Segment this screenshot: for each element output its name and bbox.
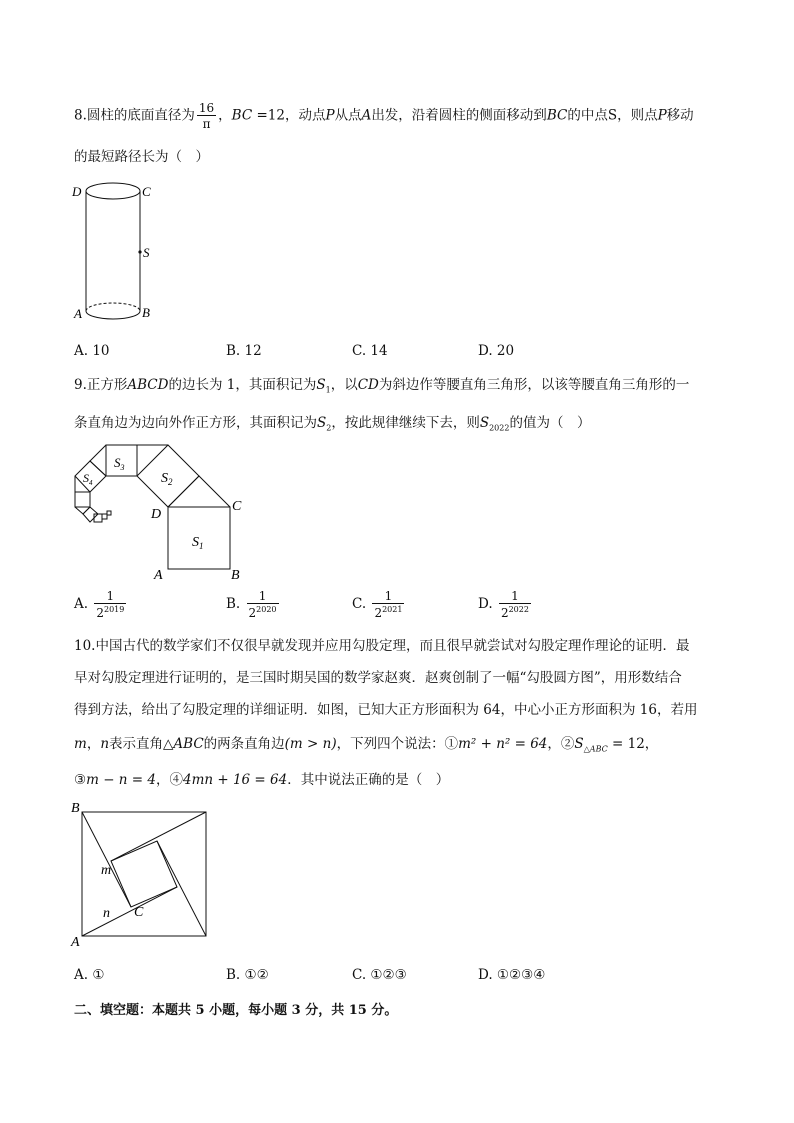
q8-line1 (74, 102, 694, 130)
q9-text-b: 的边长为 1，其面积记为 (168, 377, 317, 393)
q10-s-sub: △ABC (583, 744, 608, 754)
triangle-3 (90, 445, 106, 476)
q8-a1: A (361, 107, 372, 124)
q8-line2: 的最短路径长为（ ） (74, 149, 209, 165)
label-a: A (74, 306, 82, 321)
hyp-1 (82, 812, 131, 907)
q10-eq1: m² + n² = 64 (458, 736, 548, 752)
q8-text-a: 8.圆柱的底面直径为 (74, 107, 195, 124)
q10-s-val: = 12 (607, 736, 645, 752)
q10-text-e: 的两条直角边 (203, 736, 285, 752)
q10-eq3: m − n = 4 (86, 772, 156, 788)
q9-option-b[interactable] (226, 590, 281, 619)
q8-frac-num: 16 (198, 101, 215, 115)
label-b: B (142, 305, 150, 320)
square-s4 (75, 461, 106, 492)
q8-bc-val: =12，动点 (252, 107, 326, 124)
label-s4: $S_4$ (83, 471, 93, 487)
q10-option-d[interactable]: D. ①②③④ (478, 967, 546, 983)
q10-comma2: ， (644, 736, 659, 752)
square-s8 (102, 514, 107, 519)
q10-comma1: ， (86, 736, 101, 752)
q9-abcd: ABCD (127, 377, 169, 393)
q10-condition: (m > n) (284, 736, 337, 752)
q8-fraction (197, 102, 216, 130)
q9-text-c: ，以 (330, 377, 358, 393)
q9-text-d: 为斜边作等腰直角三角形，以该等腰直角三角形的一 (378, 377, 690, 393)
q10-text-f: ，下列四个说法：① (336, 736, 459, 752)
label-s: S (143, 245, 150, 260)
q9-s2022-sub: 2022 (489, 423, 510, 433)
q10-zhao-shuang-figure (68, 798, 214, 948)
q9-opt-b-frac: $\frac{1}{2^{2020}}$ (248, 589, 277, 620)
q10-eq4: 4mn + 16 = 64 (182, 772, 288, 788)
label-c: C (232, 499, 242, 514)
label-b: B (231, 568, 240, 583)
q10-line1: 10.中国古代的数学家们不仅很早就发现并应用勾股定理，而且很早就尝试对勾股定理作理论的证明．最 (74, 638, 690, 654)
q8-option-d[interactable]: D. 20 (478, 343, 515, 359)
q9-opt-a-frac: $\frac{1}{2^{2019}}$ (96, 589, 125, 620)
label-a: A (154, 568, 163, 583)
point-s (138, 250, 141, 253)
q10-option-b[interactable]: B. ①② (226, 967, 269, 983)
q9-option-c[interactable] (352, 590, 406, 619)
q10-line5 (74, 768, 449, 788)
q10-text-c: ．其中说法正确的是（ ） (287, 772, 450, 788)
q8-bc: BC (231, 107, 253, 124)
inner-square (111, 841, 177, 907)
q9-spiral-squares-figure (66, 440, 256, 585)
q8-text-g: 移动 (666, 107, 694, 124)
hyp-4 (111, 812, 206, 861)
triangle-5 (75, 492, 90, 514)
q9-s2-sub: 2 (326, 423, 332, 433)
label-s3: $S_3$ (114, 455, 125, 472)
q8-bc2: BC (546, 107, 568, 124)
q9-option-a[interactable] (74, 590, 128, 619)
q9-s1-sub: 1 (325, 385, 331, 395)
triangle-dc (168, 476, 230, 507)
q10-s-sym: S (574, 736, 584, 752)
square-s9 (107, 511, 111, 515)
q10-item4: ，④ (155, 772, 183, 788)
q10-line2: 早对勾股定理进行证明的，是三国时期吴国的数学家赵爽．赵爽创制了一幅“勾股圆方图”，用形数结合 (74, 670, 682, 686)
q8-option-a[interactable]: A. 10 (74, 343, 110, 359)
q8-p2: P (657, 107, 667, 124)
square-s7 (94, 514, 102, 522)
q10-item3: ③ (74, 772, 87, 788)
q8-option-b[interactable]: B. 12 (226, 343, 262, 359)
q9-s2-sym: S (317, 415, 327, 431)
q10-option-a[interactable]: A. ① (74, 967, 105, 983)
q9-opt-c-frac: $\frac{1}{2^{2021}}$ (374, 589, 403, 620)
square-s2 (137, 445, 199, 507)
cyl-bottom-front (86, 311, 140, 319)
q9-text-g: 的值为（ ） (509, 415, 591, 431)
label-s2: $S_2$ (161, 471, 173, 487)
q10-option-c[interactable]: C. ①②③ (352, 967, 407, 983)
q9-text-f: ，按此规律继续下去，则 (331, 415, 480, 431)
square-s1 (168, 507, 230, 569)
q9-opt-c-label: C. (352, 596, 367, 612)
q9-line2 (74, 411, 590, 433)
label-d: D (151, 507, 162, 522)
q8-text-c: 从点 (334, 107, 362, 124)
q10-line4 (74, 732, 658, 754)
q9-line1 (74, 373, 689, 395)
q10-text-d: 表示直角 (109, 736, 164, 752)
label-m: m (101, 863, 112, 878)
q10-triangle: △ABC (163, 736, 204, 752)
q9-s2022-sym: S (479, 415, 490, 431)
q8-text-f: ，则点 (617, 107, 658, 124)
q9-text-a: 9.正方形 (74, 377, 128, 393)
section-2-heading: 二、填空题：本题共 5 小题，每小题 3 分，共 15 分。 (74, 1003, 398, 1018)
cyl-bottom-back (86, 303, 140, 311)
q9-text-e: 条直角边为边向外作正方形，其面积记为 (74, 415, 317, 431)
q9-cd: CD (357, 377, 379, 393)
q8-text-e: 的中点 (567, 107, 608, 124)
label-c: C (142, 184, 151, 199)
q10-m: m (74, 736, 87, 752)
label-a: A (71, 935, 80, 948)
q9-opt-b-label: B. (226, 596, 241, 612)
q10-text-g: ，② (547, 736, 575, 752)
q8-p1: P (325, 107, 335, 124)
label-d: D (72, 184, 82, 199)
q8-s1: S (607, 107, 618, 124)
q8-cylinder-figure (70, 180, 160, 330)
q8-option-c[interactable]: C. 14 (352, 343, 388, 359)
q8-frac-den: π (197, 115, 216, 130)
hyp-2 (82, 887, 177, 936)
q8-text-d: 出发，沿着圆柱的侧面移动到 (371, 107, 547, 124)
q9-opt-d-label: D. (478, 596, 493, 612)
label-b: B (71, 801, 80, 816)
q9-option-d[interactable] (478, 590, 533, 619)
label-c: C (134, 905, 144, 920)
label-n: n (103, 906, 110, 921)
q8-text-b: ， (218, 107, 232, 124)
q9-opt-a-label: A. (74, 596, 89, 612)
cyl-top-ellipse (86, 183, 140, 199)
square-s5 (75, 492, 90, 507)
label-s1: $S_1$ (192, 535, 204, 551)
q10-line3: 得到方法，给出了勾股定理的详细证明．如图，已知大正方形面积为 64，中心小正方形面积为 16，若用 (74, 702, 698, 718)
q9-opt-d-frac: $\frac{1}{2^{2022}}$ (500, 589, 529, 620)
q10-n: n (100, 736, 110, 752)
hyp-3 (157, 841, 206, 936)
q9-s1-sym: S (316, 377, 326, 393)
